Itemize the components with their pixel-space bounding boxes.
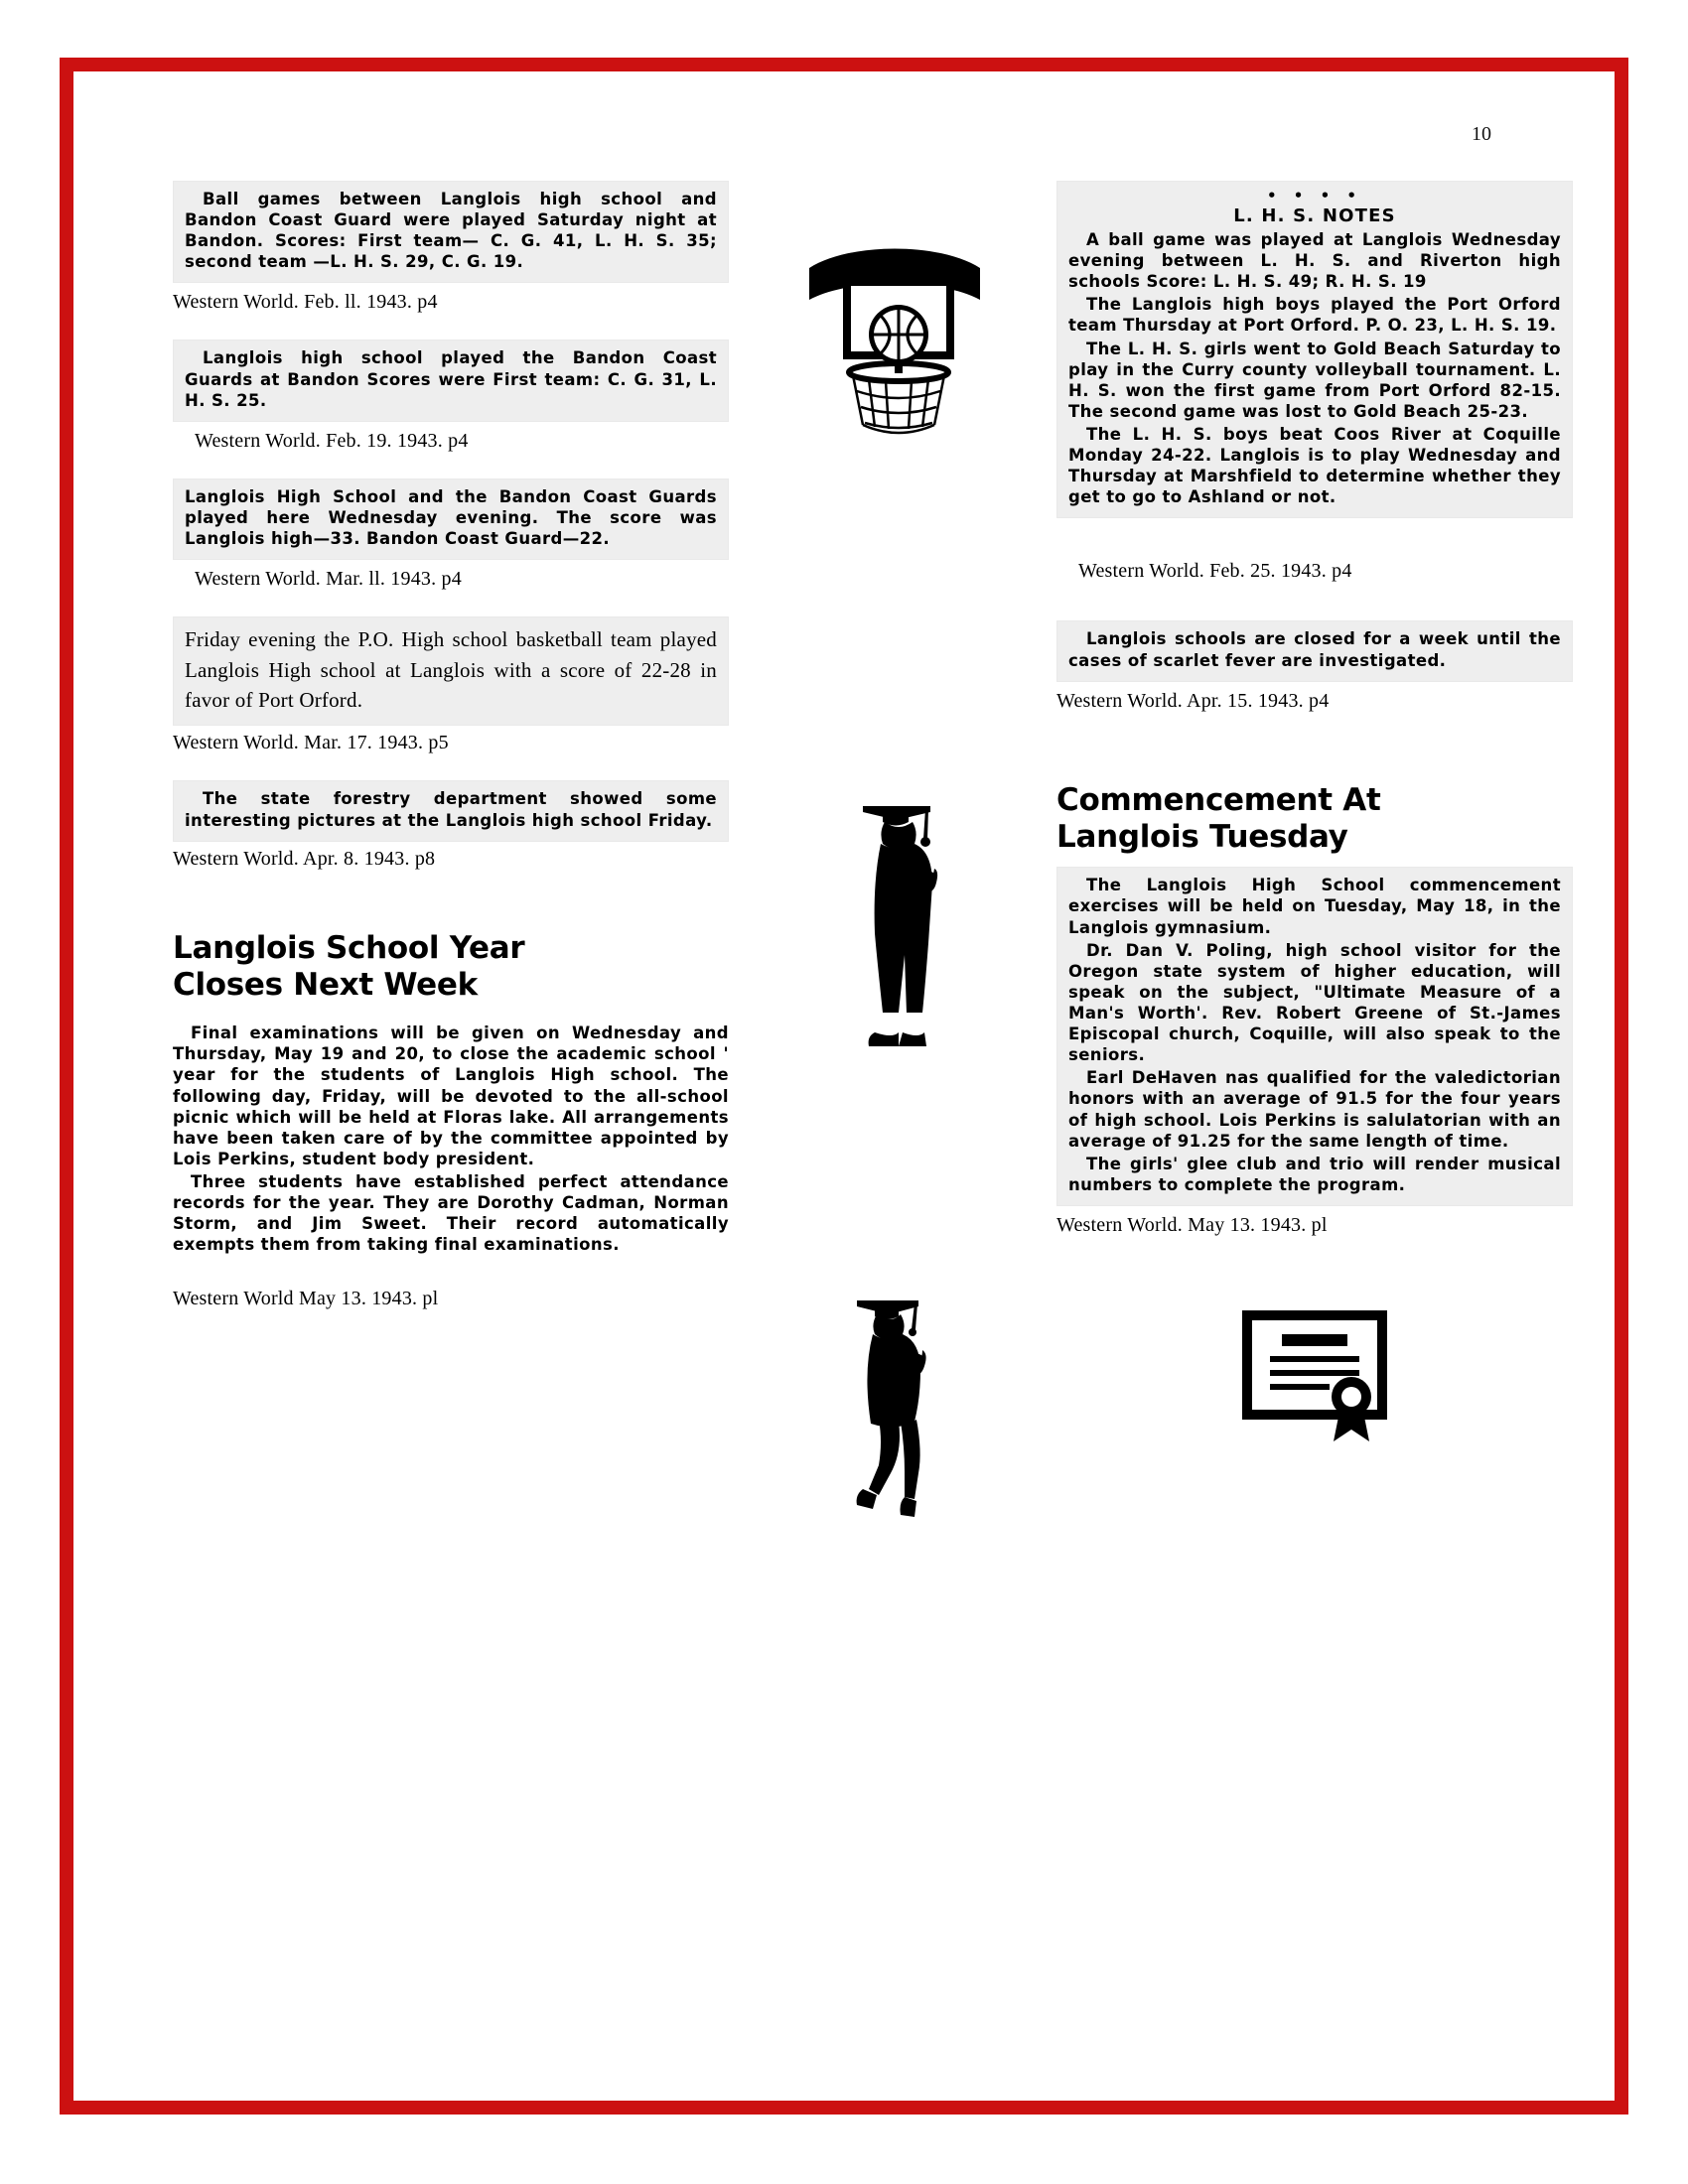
graduate-female-silhouette	[769, 1283, 1027, 1536]
article-body	[173, 1015, 729, 1266]
clipping-text: Langlois schools are closed for a week until the cases of scarlet fever are investigated.	[1068, 629, 1561, 670]
article-paragraph: Dr. Dan V. Poling, high school visitor for the Oregon state system of higher education, will speak on the subject, "Ultimate Measure of a Man's Worth'. Rev. Robert Greene of St.-James Episcopal church, Coquille, will also speak to the seniors.	[1068, 940, 1561, 1065]
clipping-text: A ball game was played at Langlois Wednesday evening between L. H. S. and Riverton high schools Score: L. H. S. 49; R. H. S. 19	[1068, 230, 1561, 292]
basketball-hoop-icon	[791, 240, 1005, 454]
citation-may-13-1943-left: Western World May 13. 1943. pl	[173, 1288, 439, 1310]
article-paragraph: Final examinations will be given on Wednesday and Thursday, May 19 and 20, to close the academic school ' year for the students of Langlois High school. The following day, Friday, will be devoted to the all-school picnic which will be held at Floras lake. All arrangements have been taken care of by the committee appointed by Lois Perkins, student body president.	[173, 1024, 729, 1168]
clipping-scarlet-fever-closure	[1056, 620, 1573, 681]
headline-line-1: Commencement At	[1056, 781, 1381, 818]
clipping-po-high-basketball-vs-langlois	[173, 616, 729, 726]
clipping-text: The L. H. S. boys beat Coos River at Coquille Monday 24-22. Langlois is to play Wednesday and Thursday at Marshfield to determine whether they get to go to Ashland or not.	[1068, 425, 1561, 507]
graduate-walking-silhouette-icon	[823, 1283, 972, 1531]
clipping-text: Langlois High School and the Bandon Coast Guards played here Wednesday evening. The score was Langlois high—33. Bandon Coast Guard—22.	[185, 486, 717, 548]
article-school-year-closes	[173, 930, 729, 1311]
article-paragraph: Earl DeHaven nas qualified for the valedictorian honors with an average of 91.5 for the four years of high school. Lois Perkins is salulatorian with an average of 91.25 for the same length of time.	[1068, 1068, 1561, 1151]
article-paragraph: The girls' glee club and trio will render musical numbers to complete the program.	[1068, 1154, 1561, 1194]
graduate-male-silhouette	[769, 786, 1027, 1079]
diploma-certificate-illustration	[1056, 1297, 1573, 1460]
citation-apr-15-1943: Western World. Apr. 15. 1943. p4	[1056, 689, 1330, 712]
headline-line-1: Langlois School Year	[173, 929, 525, 966]
left-column	[173, 181, 729, 1336]
article-commencement	[1056, 782, 1573, 1237]
clipping-langlois-vs-bandon-coast-guards-here	[173, 478, 729, 560]
page-number: 10	[1472, 123, 1491, 145]
article-paragraph: Three students have established perfect attendance records for the year. They are Dorothy Cadman, Norman Storm, and Jim Sweet. Their record automatically exempts them from taking final examinations.	[173, 1172, 729, 1255]
lhs-notes-title: L. H. S. NOTES	[1233, 205, 1396, 226]
citation-mar-17-1943: Western World. Mar. 17. 1943. p5	[173, 732, 449, 754]
page-border-frame	[60, 58, 1628, 2115]
basketball-hoop-illustration	[769, 240, 1027, 459]
citation-feb-11-1943: Western World. Feb. ll. 1943. p4	[173, 291, 438, 314]
headline-line-2: Closes Next Week	[173, 967, 478, 1004]
clipping-text: The L. H. S. girls went to Gold Beach Saturday to play in the Curry county volleyball tournament. L. H. S. won the first game from Port Orford 82-15. The second game was lost to Gold Beach 25-23.	[1068, 339, 1561, 421]
illustration-column	[769, 181, 1027, 1536]
citation-mar-11-1943: Western World. Mar. ll. 1943. p4	[195, 568, 462, 591]
decorative-dots: • • • •	[1266, 187, 1363, 205]
citation-feb-25-1943: Western World. Feb. 25. 1943. p4	[1078, 560, 1352, 583]
clipping-langlois-played-bandon-coast-guards	[173, 340, 729, 421]
article-headline	[173, 930, 729, 1006]
clipping-text: Langlois high school played the Bandon Coast Guards at Bandon Scores were First team: C. G. 31, L. H. S. 25.	[185, 348, 717, 410]
citation-feb-19-1943: Western World. Feb. 19. 1943. p4	[195, 429, 469, 452]
clipping-bandon-coast-guard-games	[173, 181, 729, 283]
certificate-icon	[1230, 1297, 1399, 1455]
clipping-text: Ball games between Langlois high school and Bandon Coast Guard were played Saturday night at Bandon. Scores: First team— C. G. 41, L. H. S. 35; second team —L. H. S. 29, C. G. 19.	[185, 190, 717, 272]
article-headline	[1056, 782, 1573, 858]
headline-line-2: Langlois Tuesday	[1056, 819, 1348, 856]
citation-may-13-1943-right: Western World. May 13. 1943. pl	[1056, 1213, 1328, 1236]
page-content	[73, 71, 1615, 2101]
graduate-silhouette-icon	[833, 786, 962, 1074]
clipping-state-forestry-pictures	[173, 780, 729, 841]
citation-apr-8-1943: Western World. Apr. 8. 1943. p8	[173, 847, 436, 870]
article-paragraph: The Langlois High School commencement exercises will be held on Tuesday, May 18, in the Langlois gymnasium.	[1068, 876, 1561, 937]
clipping-lhs-notes	[1056, 181, 1573, 518]
clipping-text: The state forestry department showed some interesting pictures at the Langlois high school Friday.	[185, 789, 717, 830]
right-column	[1056, 181, 1573, 1460]
clipping-text: The Langlois high boys played the Port Orford team Thursday at Port Orford. P. O. 23, L. H. S. 19.	[1068, 295, 1561, 336]
article-body	[1056, 867, 1573, 1206]
clipping-text: Friday evening the P.O. High school basketball team played Langlois High school at Langlois with a score of 22-28 in favor of Port Orford.	[185, 627, 717, 712]
